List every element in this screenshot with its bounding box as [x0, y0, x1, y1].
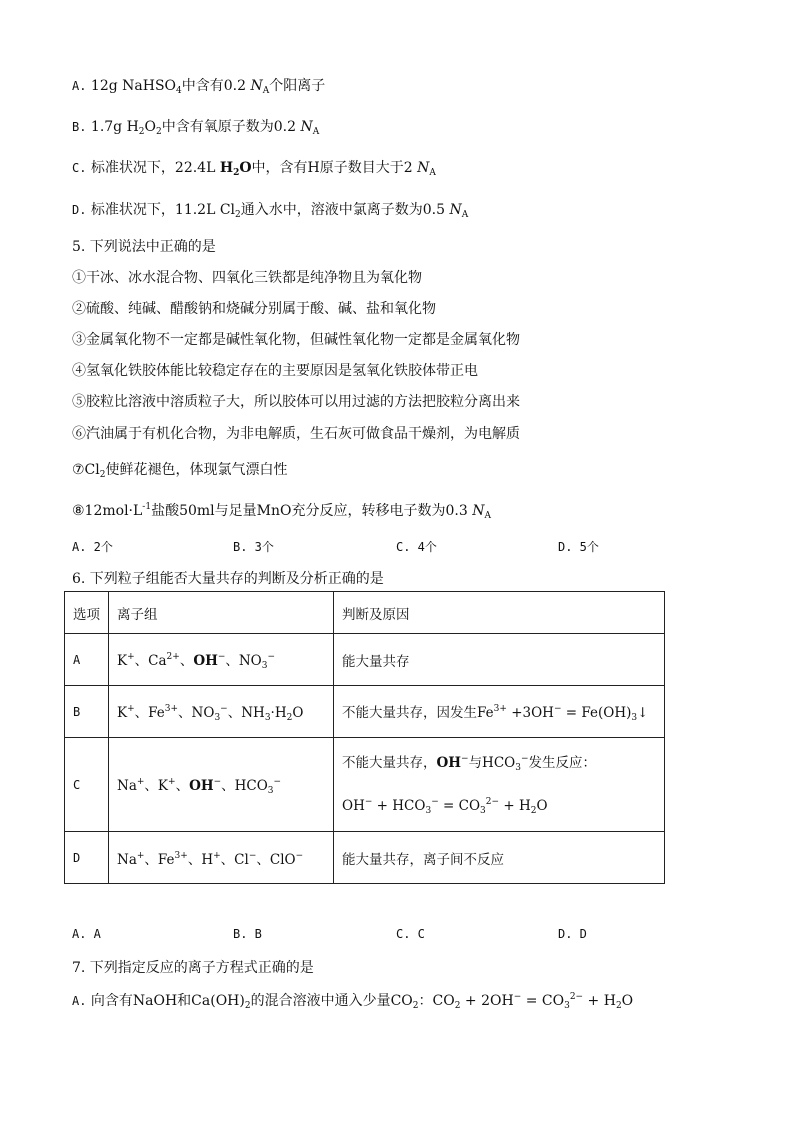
row-judgement: 不能大量共存，因发生$Fe^{3+} +3OH^-$ = $Fe(OH)_3↓$ [334, 686, 665, 738]
q6-option-b: B. B [233, 927, 262, 941]
row-judgement [334, 738, 665, 832]
q5-statement-6: ⑥汽油属于有机化合物，为非电解质，生石灰可做食品干燥剂，为电解质 [72, 426, 520, 442]
row-option: C [65, 738, 109, 832]
ion-table [64, 591, 665, 884]
q4-option-d: D. 标准状况下，11.2L $Cl_2$通入水中，溶液中氯离子数为0.5 $N_A$ [72, 202, 469, 220]
q5-statement-5: ⑤胶粒比溶液中溶质粒子大，所以胶体可以用过滤的方法把胶粒分离出来 [72, 394, 520, 410]
row-judgement-equation: $OH^- + HCO_3^- = CO_3^{2-} + H_2O$ [342, 796, 548, 816]
row-ions: K+、$Ca^{2+}$、OH−、$NO_3^-$ [109, 634, 334, 686]
row-judgement: 能大量共存，离子间不反应 [334, 832, 665, 884]
q5-statement-1: ①干冰、冰水混合物、四氧化三铁都是纯净物且为氧化物 [72, 270, 422, 286]
q4-option-a: A. 12g NaHSO$_4$中含有0.2 $N_A$个阳离子 [72, 78, 326, 96]
row-ions: Na+、$Fe^{3+}$、H+、Cl−、ClO− [109, 832, 334, 884]
q5-statement-4: ④氢氧化铁胶体能比较稳定存在的主要原因是氢氧化铁胶体带正电 [72, 363, 478, 379]
q4-option-b: B. 1.7g $H_2O_2$中含有氧原子数为0.2 $N_A$ [72, 119, 320, 137]
table-row [65, 686, 665, 738]
row-judgement-text: 不能大量共存，OH−与$HCO_3^-$发生反应： [342, 753, 597, 773]
q5-statement-3: ③金属氧化物不一定都是碱性氧化物，但碱性氧化物一定都是金属氧化物 [72, 332, 520, 348]
q4-option-c: C. 标准状况下，22.4L $H_2O$中，含有H原子数目大于2 $N_A$ [72, 160, 436, 178]
q5-title: 5. 下列说法中正确的是 [72, 239, 216, 255]
q4-option-a-text: 12g NaHSO$_4$中含有0.2 $N_A$个阳离子 [90, 78, 326, 96]
q5-statement-8: $⑧12mol\cdot L^{-1}$盐酸50ml与足量MnO充分反应，转移电子数为0.3 $N_A$ [72, 502, 491, 521]
row-option: D [65, 832, 109, 884]
q6-option-d: D. D [558, 927, 587, 941]
q5-option-b: B. 3个 [233, 540, 274, 554]
header-option: 选项 [65, 592, 109, 634]
q5-option-a: A. 2个 [72, 540, 113, 554]
header-ions: 离子组 [109, 592, 334, 634]
row-ions: Na+、K+、OH−、$HCO_3^-$ [109, 738, 334, 832]
header-judgement: 判断及原因 [334, 592, 665, 634]
q5-option-c: C. 4个 [396, 540, 437, 554]
table-row [65, 832, 665, 884]
q6-title: 6. 下列粒子组能否大量共存的判断及分析正确的是 [72, 571, 384, 587]
q7-option-a: A. 向含有NaOH和$Ca(OH)_2$的混合溶液中通入少量$CO_2$：$CO_2 + 2OH^- = CO_3^{2-} + H_2O$ [72, 992, 634, 1011]
table-row [65, 634, 665, 686]
q5-option-d: D. 5个 [558, 540, 599, 554]
table-row [65, 738, 665, 832]
q4-option-c-text: 标准状况下，22.4L $H_2O$中，含有H原子数目大于2 $N_A$ [90, 160, 436, 178]
q5-statement-2: ②硫酸、纯碱、醋酸钠和烧碱分别属于酸、碱、盐和氧化物 [72, 301, 436, 317]
row-judgement: 能大量共存 [334, 634, 665, 686]
q6-option-c: C. C [396, 927, 425, 941]
row-option: B [65, 686, 109, 738]
q6-option-a: A. A [72, 927, 101, 941]
q7-title: 7. 下列指定反应的离子方程式正确的是 [72, 960, 314, 976]
q4-option-b-text: 1.7g $H_2O_2$中含有氧原子数为0.2 $N_A$ [90, 119, 320, 137]
table-header-row [65, 592, 665, 634]
q5-statement-7: $⑦Cl_2$使鲜花褪色，体现氯气漂白性 [72, 462, 288, 480]
row-ions: K+、$Fe^{3+}$、$NO_3^-$、$NH_3\cdot H_2O$ [109, 686, 334, 738]
row-option: A [65, 634, 109, 686]
q4-option-d-text: 标准状况下，11.2L $Cl_2$通入水中，溶液中氯离子数为0.5 $N_A$ [90, 202, 469, 220]
